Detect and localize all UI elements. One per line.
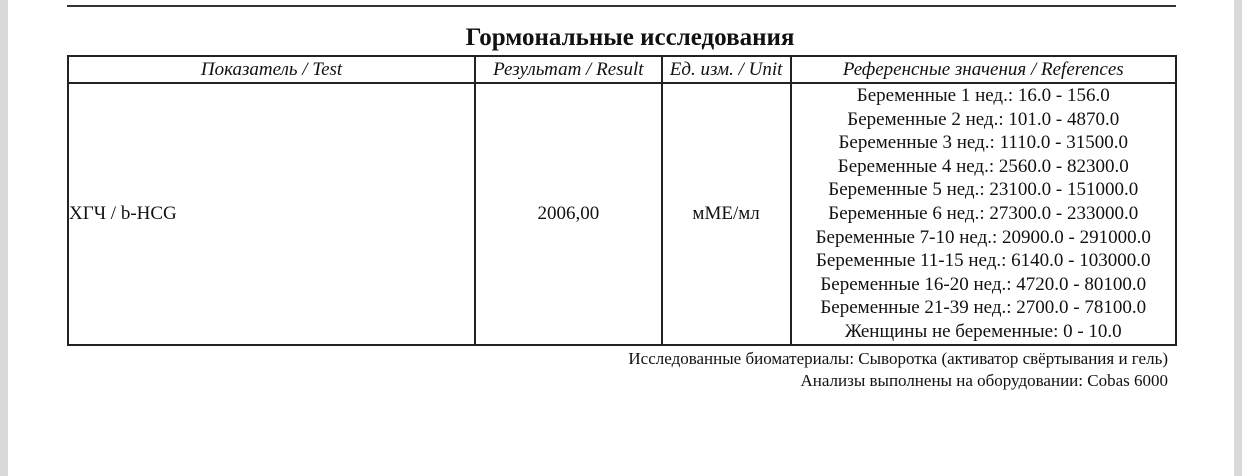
reference-line: Беременные 11-15 нед.: 6140.0 - 103000.0 xyxy=(815,250,1151,272)
reference-line: Беременные 5 нед.: 23100.0 - 151000.0 xyxy=(828,179,1139,201)
column-header-unit: Ед. изм. / Unit xyxy=(662,56,791,83)
references-cell xyxy=(791,83,1177,345)
reference-line: Беременные 16-20 нед.: 4720.0 - 80100.0 xyxy=(820,273,1147,295)
table-header-row xyxy=(68,56,1176,83)
reference-line: Беременные 1 нед.: 16.0 - 156.0 xyxy=(856,85,1110,106)
column-header-result: Результат / Result xyxy=(475,56,662,83)
column-header-references: Референсные значения / References xyxy=(791,56,1177,83)
reference-line: Беременные 3 нед.: 1110.0 - 31500.0 xyxy=(838,132,1128,154)
document-page xyxy=(8,0,1234,476)
cut-off-header-line xyxy=(67,0,1176,7)
test-name-cell: ХГЧ / b-HCG xyxy=(68,83,475,345)
equipment-note: Анализы выполнены на оборудовании: Cobas 6000 xyxy=(800,371,1168,390)
column-header-test: Показатель / Test xyxy=(68,56,475,83)
reference-line: Беременные 4 нед.: 2560.0 - 82300.0 xyxy=(837,155,1129,177)
section-title: Гормональные исследования xyxy=(465,24,795,51)
reference-line: Беременные 2 нед.: 101.0 - 4870.0 xyxy=(847,108,1120,130)
unit-cell: мМЕ/мл xyxy=(662,83,791,345)
reference-line: Беременные 21-39 нед.: 2700.0 - 78100.0 xyxy=(820,297,1147,319)
results-table xyxy=(67,55,1177,346)
footer-notes xyxy=(628,348,1168,392)
reference-line: Беременные 6 нед.: 27300.0 - 233000.0 xyxy=(828,202,1139,224)
biomaterials-note: Исследованные биоматериалы: Сыворотка (активатор свёртывания и гель) xyxy=(628,349,1168,368)
reference-line: Женщины не беременные: 0 - 10.0 xyxy=(844,320,1122,342)
table-row xyxy=(68,83,1176,345)
reference-line: Беременные 7-10 нед.: 20900.0 - 291000.0 xyxy=(815,226,1151,248)
result-value-cell: 2006,00 xyxy=(475,83,662,345)
